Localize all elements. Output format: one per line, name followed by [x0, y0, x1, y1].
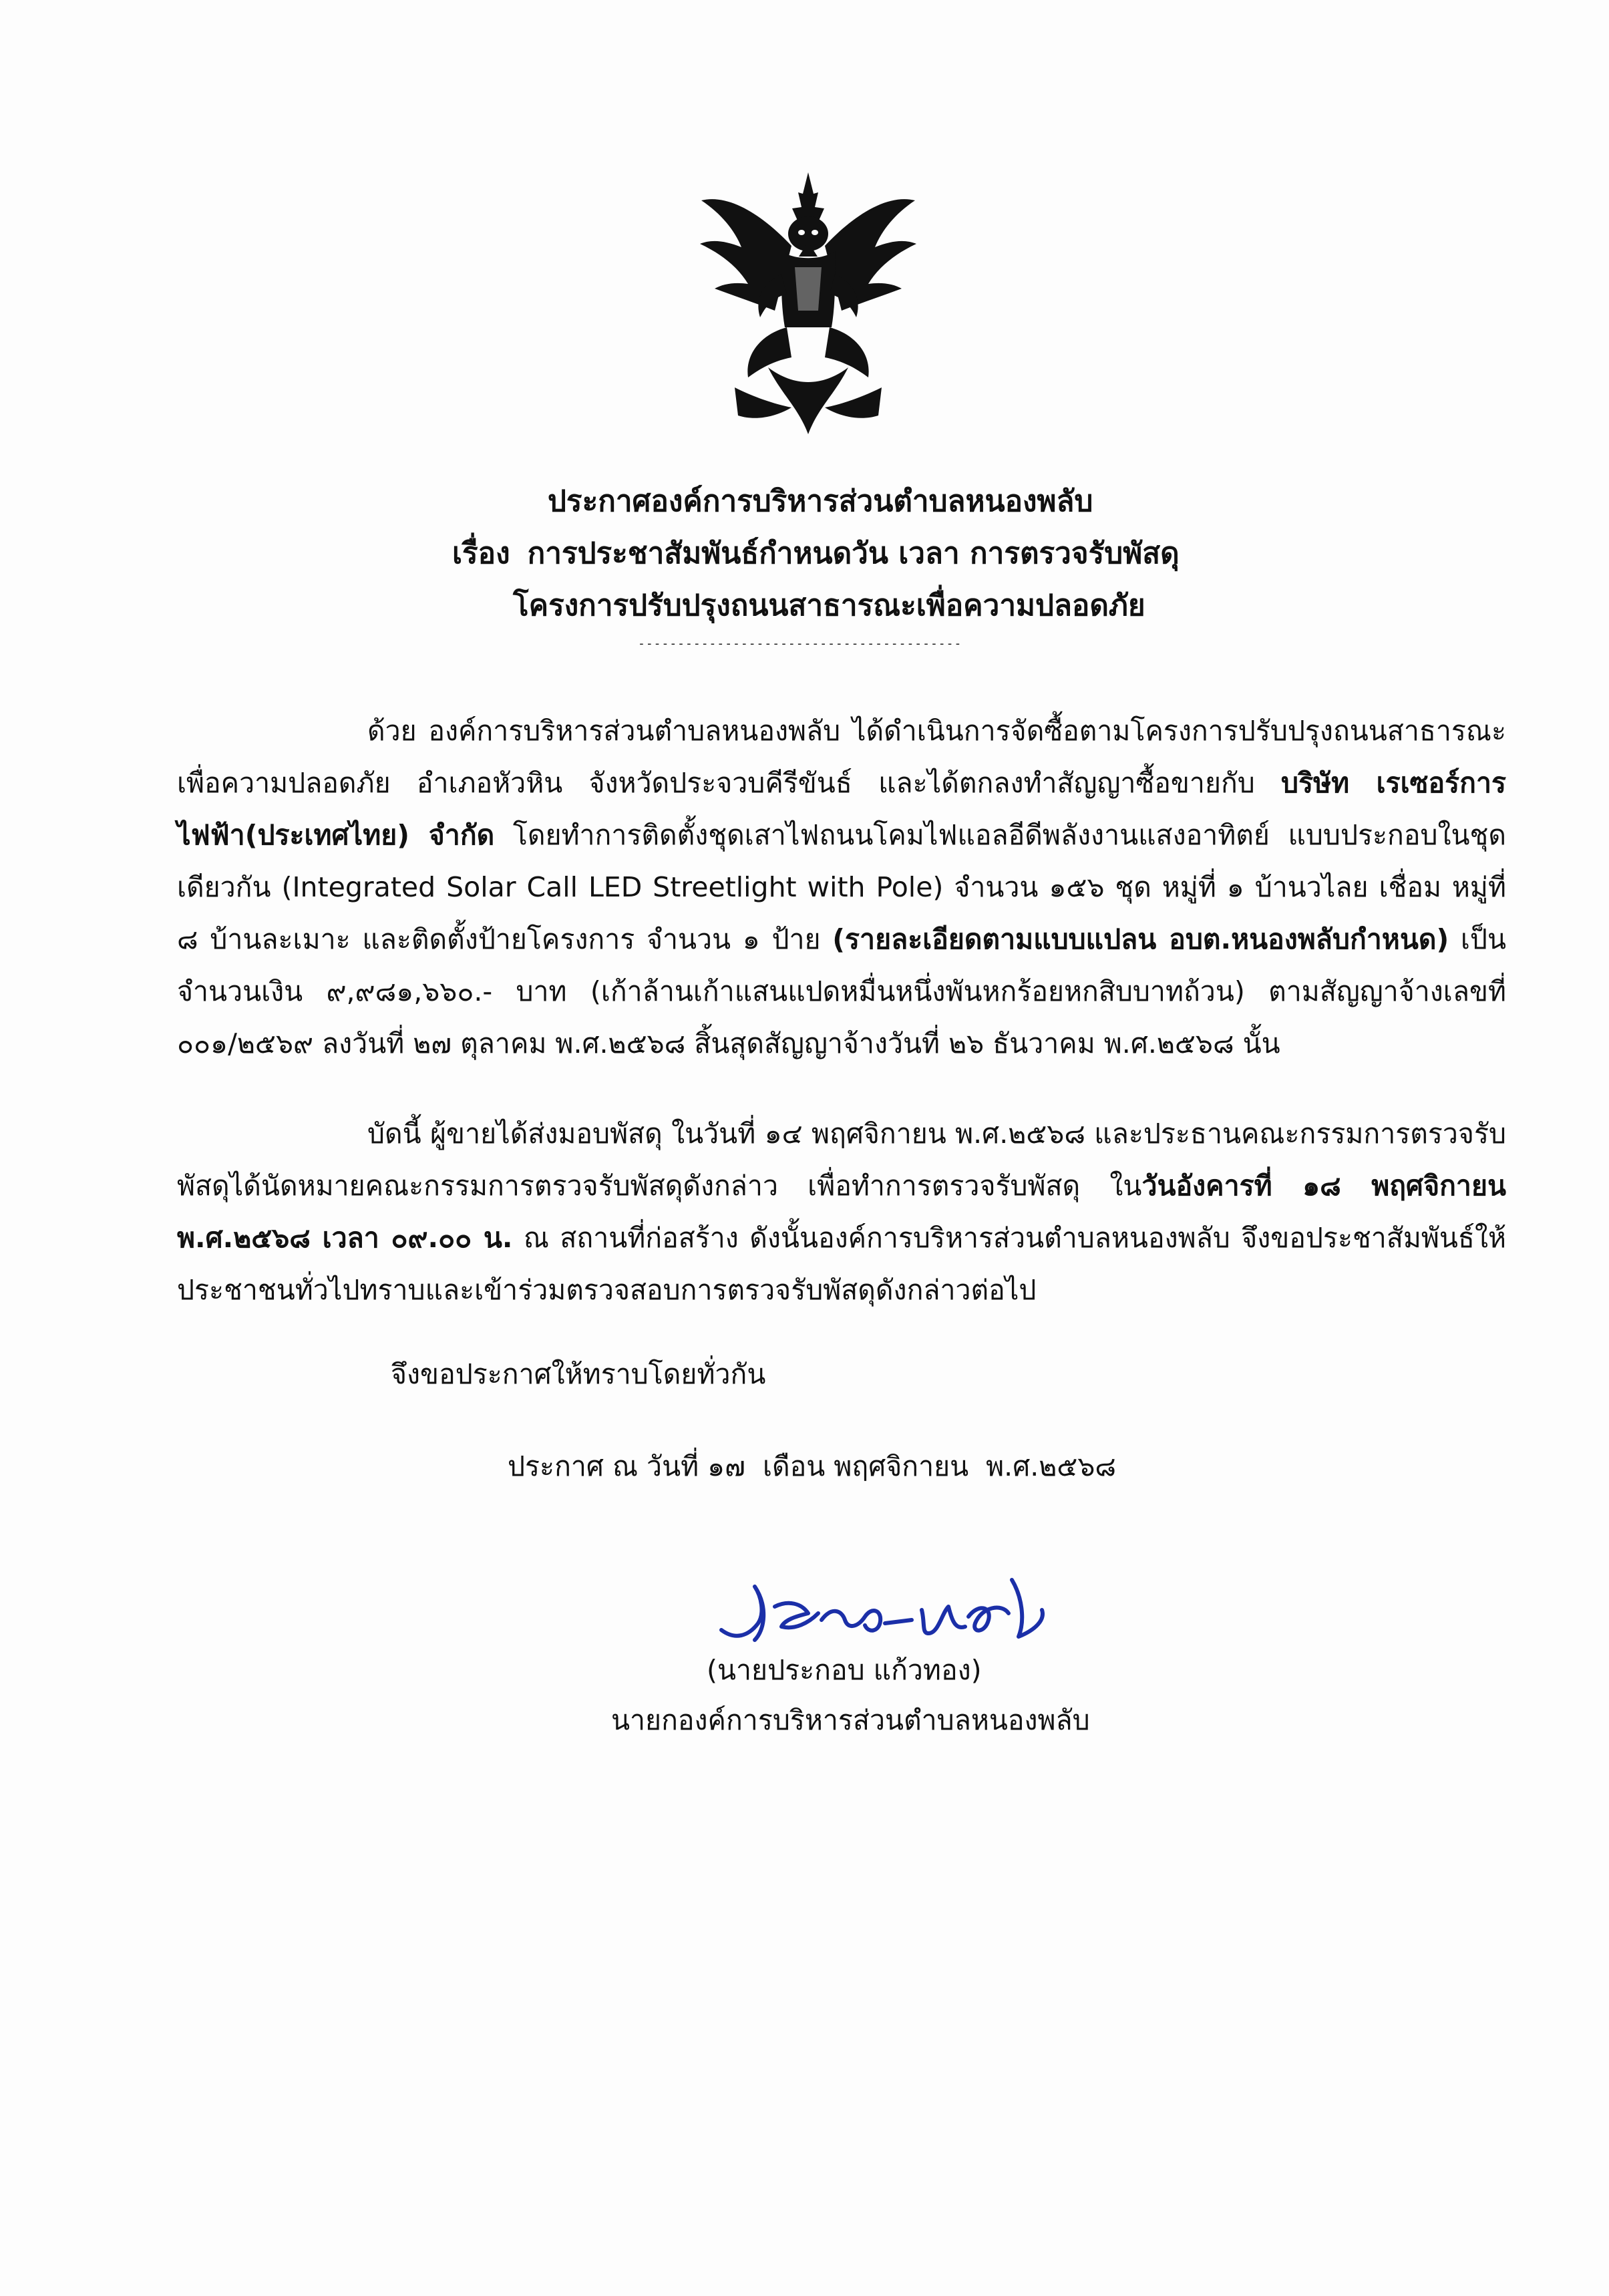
signer-title: นายกองค์การบริหารส่วนตำบลหนองพลับ — [611, 1704, 1090, 1736]
handwritten-signature — [708, 1567, 1055, 1653]
subject-line — [452, 530, 1180, 577]
para1-text-a: ด้วย องค์การบริหารส่วนตำบลหนองพลับ ได้ดำเนินการจัดซื้อตามโครงการปรับปรุงถนนสาธารณะเพื่อความปลอดภัย อำเภอหัวหิน จังหวัดประจวบคีรีขันธ์ และได้ตกลงทำสัญญาซื้อขายกับ — [177, 715, 1506, 799]
date-month: เดือน พฤศจิกายน — [763, 1450, 969, 1482]
title-divider: ----------------------------------------- — [638, 637, 962, 651]
para2-text-a: บัดนี้ ผู้ขายได้ส่งมอบพัสดุ ในวันที่ ๑๔ พฤศจิกายน พ.ศ.๒๕๖๘ และประธานคณะกรรมการตรวจรับพัสดุได้นัดหมายคณะกรรมการตรวจรับพัสดุดังกล่าว เพื่อทำการตรวจรับพัสดุ ใน — [177, 1118, 1506, 1202]
inspection-datetime: วันอังคารที่ ๑๘ พฤศจิกายน พ.ศ.๒๕๖๘ เวลา ๐๙.๐๐ น. — [177, 1170, 1506, 1254]
signer-name: (นายประกอบ แก้วทอง) — [707, 1654, 982, 1686]
announcement-title: ประกาศองค์การบริหารส่วนตำบลหนองพลับ — [548, 484, 1093, 518]
paragraph-contract — [177, 705, 1506, 1070]
date-day: ประกาศ ณ วันที่ ๑๗ — [508, 1450, 746, 1482]
subject-label: เรื่อง — [452, 536, 510, 570]
para2-text-b: ณ สถานที่ก่อสร้าง ดังนั้นองค์การบริหารส่วนตำบลหนองพลับ จึงขอประชาสัมพันธ์ให้ประชาชนทั่วไปทราบและเข้าร่วมตรวจสอบการตรวจรับพัสดุดังกล่าวต่อไป — [177, 1222, 1506, 1306]
project-name: โครงการปรับปรุงถนนสาธารณะเพื่อความปลอดภัย — [513, 589, 1145, 623]
plan-reference: (รายละเอียดตามแบบแปลน อบต.หนองพลับกำหนด) — [832, 923, 1449, 955]
garuda-emblem-icon — [681, 167, 935, 448]
closing-statement: จึงขอประกาศให้ทราบโดยทั่วกัน — [391, 1358, 766, 1390]
subject-text: การประชาสัมพันธ์กำหนดวัน เวลา การตรวจรับพัสดุ — [527, 536, 1180, 570]
announcement-date — [508, 1445, 1116, 1488]
para1-text-b: โดยทำการติดตั้งชุดเสาไฟถนนโคมไฟแอลอีดีพลังงานแสงอาทิตย์ แบบประกอบในชุดเดียวกัน (Integrated Solar Call LED Streetlight with Pole) จำนวน ๑๕๖ ชุด หมู่ที่ ๑ บ้านวไลย เชื่อม หมู่ที่ ๘ บ้านละเมาะ และติดตั้งป้ายโครงการ จำนวน ๑ ป้าย — [177, 819, 1506, 955]
paragraph-inspection — [177, 1108, 1506, 1316]
para1-text-c: เป็นจำนวนเงิน ๙,๙๘๑,๖๖๐.- บาท (เก้าล้านเก้าแสนแปดหมื่นหนึ่งพันหกร้อยหกสิบบาทถ้วน) ตามสัญญาจ้างเลขที่ ๐๐๑/๒๕๖๙ ลงวันที่ ๒๗ ตุลาคม พ.ศ.๒๕๖๘ สิ้นสุดสัญญาจ้างวันที่ ๒๖ ธันวาคม พ.ศ.๒๕๖๘ นั้น — [177, 923, 1506, 1059]
contractor-name: บริษัท เรเซอร์การไฟฟ้า(ประเทศไทย) จำกัด — [177, 767, 1506, 851]
date-year: พ.ศ.๒๕๖๘ — [986, 1450, 1116, 1482]
